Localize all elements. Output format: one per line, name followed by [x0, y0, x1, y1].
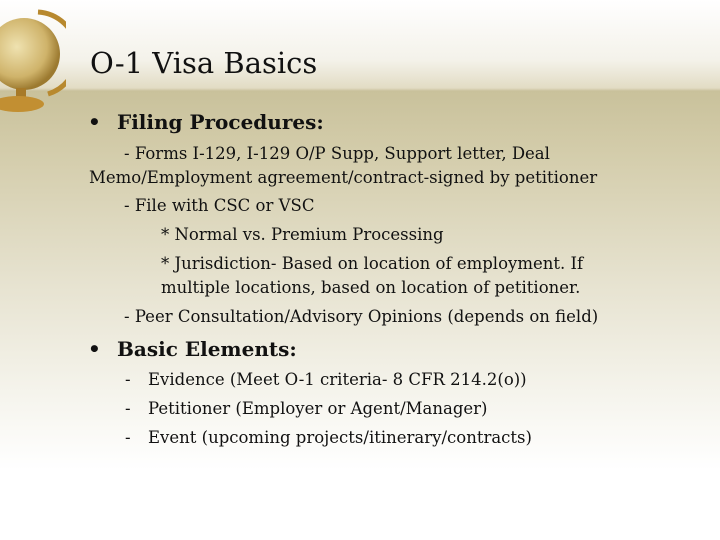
section-heading: Filing Procedures: [117, 110, 324, 134]
text-line: - File with CSC or VSC [124, 196, 315, 215]
text-line: * Jurisdiction- Based on location of employment. If [161, 254, 584, 273]
text-line: - Peer Consultation/Advisory Opinions (depends on field) [124, 307, 599, 326]
bullet-icon: • [88, 337, 101, 361]
slide-title: O-1 Visa Basics [90, 46, 318, 80]
text-line: Event (upcoming projects/itinerary/contracts) [148, 428, 532, 447]
text-line: multiple locations, based on location of petitioner. [161, 278, 581, 297]
dash-marker: - [125, 428, 131, 447]
section-heading: Basic Elements: [117, 337, 297, 361]
text-line: - Forms I-129, I-129 O/P Supp, Support letter, Deal [124, 144, 550, 163]
text-line: Memo/Employment agreement/contract-signed by petitioner [89, 168, 598, 187]
globe-icon [0, 4, 66, 114]
text-line: * Normal vs. Premium Processing [161, 225, 444, 244]
text-line: Evidence (Meet O-1 criteria- 8 CFR 214.2(o)) [148, 370, 527, 389]
text-line: Petitioner (Employer or Agent/Manager) [148, 399, 488, 418]
bullet-icon: • [88, 110, 101, 134]
dash-marker: - [125, 370, 131, 389]
dash-marker: - [125, 399, 131, 418]
